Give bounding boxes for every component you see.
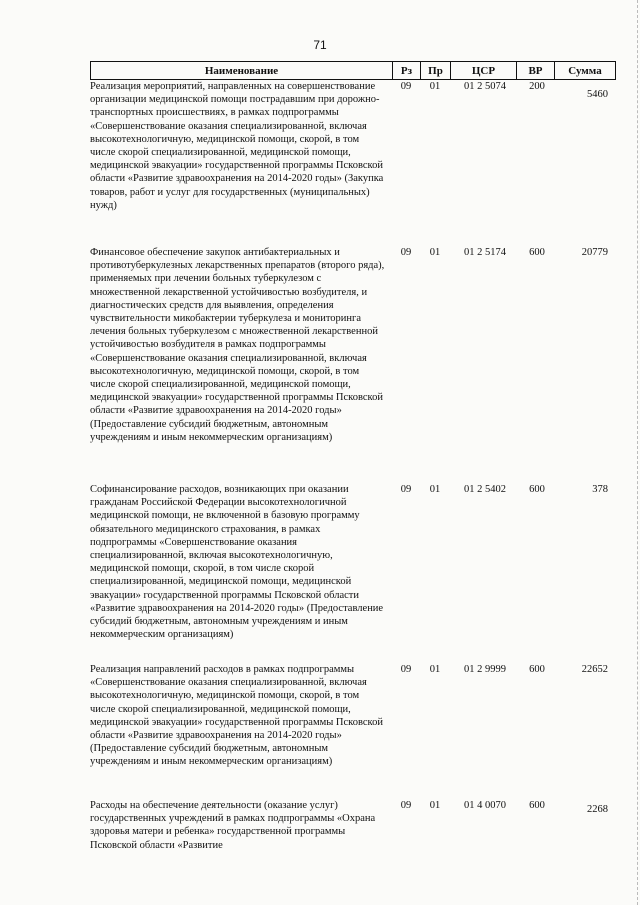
header-pr: Пр <box>421 62 451 79</box>
row-vr: 600 <box>529 484 545 495</box>
row-csr: 01 2 5174 <box>464 247 506 258</box>
row-vr: 200 <box>529 81 545 92</box>
row-pr: 01 <box>429 484 441 495</box>
table-header <box>90 61 616 80</box>
row-rz: 09 <box>400 247 412 258</box>
row-description: Реализация направлений расходов в рамках подпрограммы «Совершенствование оказания специализированной, включая высокотехнологичную, медицинской помощи, скорой, в том числе скорой специализированной, медицинской помощи, медицинской эвакуации» государственной программы Псковской области «Развитие здравоохранения на 2014-2020 годы» (Предоставление субсидий бюджетным, автономным учреждениям и иным некоммерческим организациям) <box>90 664 383 768</box>
row-vr: 600 <box>529 800 545 811</box>
row-description: Реализация мероприятий, направленных на совершенствование организации медицинской помощи пострадавшим при дорожно-транспортных происшествиях, в рамках подпрограммы «Совершенствование оказания специализированной, включая высокотехнологичную, медицинской помощи, скорой, в том числе скорой специализированной, медицинской помощи, медицинской эвакуации» государственной программы Псковской области «Развитие здравоохранения на 2014-2020 годы» (Закупка товаров, работ и услуг для государственных (муниципальных) нужд) <box>90 81 384 211</box>
row-pr: 01 <box>429 81 441 92</box>
row-description: Финансовое обеспечение закупок антибактериальных и противотуберкулезных лекарственных препаратов (второго ряда), применяемых при лечении больных туберкулезом с множественной лекарственной устойчивостью возбудителя, и диагностических средств для выявления, определения чувствительности микобактерии туберкулеза и мониторинга лечения больных туберкулезом с множественной лекарственной устойчивостью возбудителя в рамках подпрограммы «Совершенствование оказания специализированной, включая высокотехнологичную, медицинской помощи, скорой, в том числе скорой специализированной, медицинской помощи, медицинской эвакуации» государственной программы Псковской области «Развитие здравоохранения на 2014-2020 годы» (Предоставление субсидий бюджетным, автономным учреждениям и иным некоммерческим организациям) <box>90 247 385 443</box>
table-row <box>90 663 616 769</box>
row-csr: 01 2 5402 <box>464 484 506 495</box>
header-name: Наименование <box>91 62 393 79</box>
row-pr: 01 <box>429 247 441 258</box>
row-sum: 2268 <box>587 804 608 815</box>
header-csr: ЦСР <box>451 62 517 79</box>
row-pr: 01 <box>429 664 441 675</box>
row-vr: 600 <box>529 664 545 675</box>
page-number: 71 <box>313 38 327 52</box>
table-row <box>90 246 616 444</box>
row-csr: 01 4 0070 <box>464 800 506 811</box>
row-csr: 01 2 5074 <box>464 81 506 92</box>
row-rz: 09 <box>400 664 412 675</box>
row-description: Расходы на обеспечение деятельности (оказание услуг) государственных учреждений в рамках подпрограммы «Охрана здоровья матери и ребенка» государственной программы Псковской области «Развитие <box>90 800 376 851</box>
table-row <box>90 483 616 641</box>
page-edge-line <box>636 0 638 905</box>
table-row <box>90 80 616 212</box>
row-sum: 20779 <box>581 247 608 258</box>
row-pr: 01 <box>429 800 441 811</box>
header-sum: Сумма <box>568 64 602 77</box>
row-rz: 09 <box>400 800 412 811</box>
row-csr: 01 2 9999 <box>464 664 506 675</box>
row-vr: 600 <box>529 247 545 258</box>
header-vr: ВР <box>517 62 555 79</box>
row-rz: 09 <box>400 81 412 92</box>
table-row <box>90 799 616 852</box>
row-description: Софинансирование расходов, возникающих при оказании гражданам Российской Федерации высокотехнологичной медицинской помощи, не включенной в базовую программу обязательного медицинского страхования, в рамках подпрограммы «Совершенствование оказания специализированной, включая высокотехнологичную, медицинской помощи, скорой, в том числе скорой специализированной, медицинской помощи, медицинской эвакуации» государственной программы Псковской области «Развитие здравоохранения на 2014-2020 годы» (Предоставление субсидий бюджетным, автономным учреждениям и иным некоммерческим организациям) <box>90 484 384 641</box>
row-sum: 5460 <box>587 89 608 100</box>
row-rz: 09 <box>400 484 412 495</box>
row-sum: 22652 <box>581 664 608 675</box>
row-sum: 378 <box>592 484 608 495</box>
header-rz: Рз <box>393 62 421 79</box>
